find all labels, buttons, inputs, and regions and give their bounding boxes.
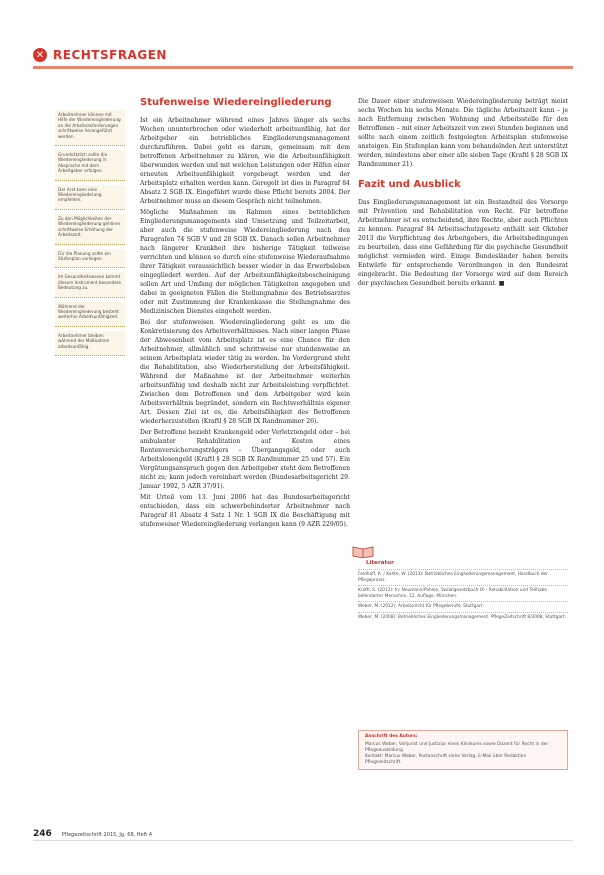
- header-divider: [33, 66, 573, 69]
- section-header: [33, 48, 167, 62]
- sidebar-note: Für die Planung sollte ein Stufenplan vorliegen.: [55, 249, 125, 269]
- body-paragraph: Die Dauer einer stufenweisen Wiedereingliederung beträgt meist sechs Wochen bis sechs Monate. Die tägliche Arbeitszeit kann – je nach Entfernung zwischen Wohnung und Arbeitsstelle für den Betroffenen – mit einer Arbeitszeit von zwei Stunden beginnen und sollte nach einem zeitlich festgelegten Arbeitsplan stufenweise ansteigen. Ein Stufenplan kann vom behandelnden Arzt unterstützt werden, mindestens aber einer alle sieben Tage (Kraftl § 28 SGB IX Randnummer 21).: [358, 98, 568, 168]
- page-footer: [33, 829, 152, 839]
- body-paragraph: Mit Urteil vom 13. Juni 2006 hat das Bundesarbeitsgericht entschieden, dass ein schwerbehinderter Arbeitnehmer nach Paragraf 81 Absatz 4 Satz 1 Nr. 1 SGB IX die Beschäftigung mit stufenweiser Wiedereingliederung verlangen kann (9 AZR 229/05).: [140, 494, 350, 528]
- body-paragraph: Mögliche Maßnahmen im Rahmen eines betrieblichen Eingliederungsmanagements sind Umsetzung und Teilzeitarbeit, aber auch die stufenweise Wiedereingliederung nach den Paragrafen 74 SGB V und 28 SGB IX. Danach sollen Arbeitnehmer nach längerer Krankheit ihre bisherige Tätigkeit teilweise verrichten und können so durch eine stufenweise Wiederaufnahme ihrer Tätigkeit voraussichtlich besser wieder in das Erwerbsleben eingegliedert werden. Auf der Arbeitsunfähigkeitsbescheinigung sollen Art und Umfang der möglichen Tätigkeiten angegeben und dabei in geeigneten Fällen die Stellungnahme des Betriebsarztes oder mit Zustimmung der Krankenkasse die Stellungnahme des Medizinischen Dienstes eingeholt werden.: [140, 209, 350, 315]
- sidebar-note: Arbeitnehmer bleiben während der Maßnahme arbeitsunfähig.: [55, 331, 125, 356]
- sidebar-note: Arbeitnehmer können mit Hilfe der Wiedereingliederung an die Arbeitsanforderungen schrittweise herangeführt werden.: [55, 110, 125, 146]
- journal-citation: Pflegezeitschrift 2015, Jg. 68, Heft 4: [61, 832, 153, 838]
- sidebar-note: Der Arzt kann eine Wiedereingliederung empfehlen.: [55, 185, 125, 210]
- literature-title: Literatur: [366, 560, 394, 566]
- page-number: 246: [33, 829, 52, 839]
- literature-item: Weber, M. (2008): Betriebliches Eingliederungsmanagement. PflegeZeitschrift 8/2008, Stuttgart.: [358, 612, 568, 623]
- sidebar-note: Während der Wiedereingliederung besteht weiterhin Arbeitsunfähigkeit.: [55, 302, 125, 327]
- body-paragraph: Ist ein Arbeitnehmer während eines Jahres länger als sechs Wochen ununterbrochen oder wiederholt arbeitsunfähig, hat der Arbeitgeber ein betriebliches Eingliederungsmanagement durchzuführen. Dabei geht es darum, gemeinsam mit dem betroffenen Arbeitnehmer zu klären, wie die Arbeitsunfähigkeit überwunden werden und mit welchen Leistungen oder Hilfen einer erneuten Arbeitsunfähigkeit vorgebeugt werden und der Arbeitsplatz erhalten werden kann. Geregelt ist dies in Paragraf 84 Absatz 2 SGB IX. Eingeführt wurde diese Pflicht bereits 2004. Der Arbeitnehmer muss an diesem Gespräch nicht teilnehmen.: [140, 117, 350, 205]
- contact-line: Kontakt: Marcus Weber, Postanschrift siehe Verlag, E-Mail über Redaktion Pflegezeitschrift.: [365, 754, 527, 765]
- sidebar-notes: [55, 110, 125, 360]
- body-paragraph: Das Eingliederungsmanagement ist ein Bestandteil des Vorsorge mit Prävention und Rehabilitation von Recht. Für betroffene Arbeitnehmer ist es entscheidend, ihre Rechte, aber auch Pflichten zu kennen. Paragraf 84 Arbeitsschutzgesetz enthält seit Oktober 2013 die Verpflichtung des Arbeitgebers, die Arbeitsbedingungen zu beurteilen, dass eine Gefährdung für die psychische Gesundheit möglichst vermieden wird. Einige Bundesländer haben bereits Entwürfe für entsprechende Verordnungen in den Bundesrat eingebracht. Die Bedeutung der Vorsorge wird auf dem Bereich der psychischen Gesundheit bereits erkannt. ■: [358, 199, 568, 287]
- literature-item: Weber, M. (2012): Arbeitsrecht für Pflegeberufe, Stuttgart.: [358, 601, 568, 612]
- body-paragraph: Bei der stufenweisen Wiedereingliederung geht es um die Konkretisierung des Arbeitsverhältnisses. Nach einer langen Phase der Abwesenheit vom Arbeitsplatz ist es eine Chance für den Arbeitnehmer, allmählich und schrittweise nur stundenweise an seinem Arbeitsplatz wieder tätig zu werden. Im Vordergrund steht die Rehabilitation, also Wiederherstellung der Arbeitsfähigkeit. Während der Maßnahme ist der Arbeitnehmer weiterhin arbeitsunfähig und deshalb nicht zur Arbeitsleistung verpflichtet. Zwischen dem Betroffenen und dem Arbeitgeber wird kein Arbeitsverhältnis begründet, sondern ein Rechtsverhältnis eigener Art. Dessen Ziel ist es, die Arbeitsfähigkeit des Betroffenen wiederherzustellen (Kraftl § 28 SGB IX Randnummer 26).: [140, 319, 350, 425]
- main-column: [140, 97, 350, 531]
- open-book-icon: [352, 544, 374, 558]
- conclusion-heading: Fazit und Ausblick: [358, 179, 461, 190]
- literature-box: [358, 560, 568, 623]
- literature-item: Kraftl, S. (2012): In: Neumann/Pahlen, Sozialgesetzbuch IX – Rehabilitation und Teilhabe behinderter Menschen, 12. Auflage, München.: [358, 585, 568, 601]
- sidebar-note: Grundsätzlich sollte die Wiedereingliederung in Absprache mit dem Arbeitgeber erfolgen.: [55, 150, 125, 181]
- article-heading: Stufenweise Wiedereingliederung: [140, 97, 332, 108]
- sidebar-note: Zu den Möglichkeiten der Wiedereingliederung gehören schrittweise Erhöhung der Arbeitszeit.: [55, 214, 125, 245]
- author-contact-box: [358, 730, 568, 770]
- x-circle-icon: ✕: [33, 48, 47, 62]
- footer-divider: [33, 840, 573, 841]
- contact-title: Anschrift des Autors:: [365, 734, 418, 739]
- literature-item: Feldhoff, K. / Kohte, W. (2013): Betriebliches Eingliederungsmanagement, Handbuch der Pflegepraxis.: [358, 569, 568, 585]
- right-column: [358, 97, 568, 290]
- section-title: RECHTSFRAGEN: [53, 48, 167, 62]
- sidebar-note: Im Gesundheitswesen kommt diesem Instrument besondere Bedeutung zu.: [55, 272, 125, 297]
- body-paragraph: Der Betroffene bezieht Krankengeld oder Verletztengeld oder – bei ambulanter Rehabilitation auf Kosten eines Rentenversicherungsträgers – Übergangsgeld, oder auch Arbeitslosengeld (Kraftl § 28 SGB IX Randnummer 25 und 57). Ein Vergütungsanspruch gegen den Arbeitgeber steht dem Betroffenen nicht zu; kann jedoch vereinbart werden (Bundesarbeitsgericht 29. Januar 1992, 5 AZR 37/91).: [140, 429, 350, 490]
- contact-line: Marcus Weber, Volljurist und Justiziar eines Klinikums sowie Dozent für Recht in der Pflegeausbildung.: [365, 742, 549, 753]
